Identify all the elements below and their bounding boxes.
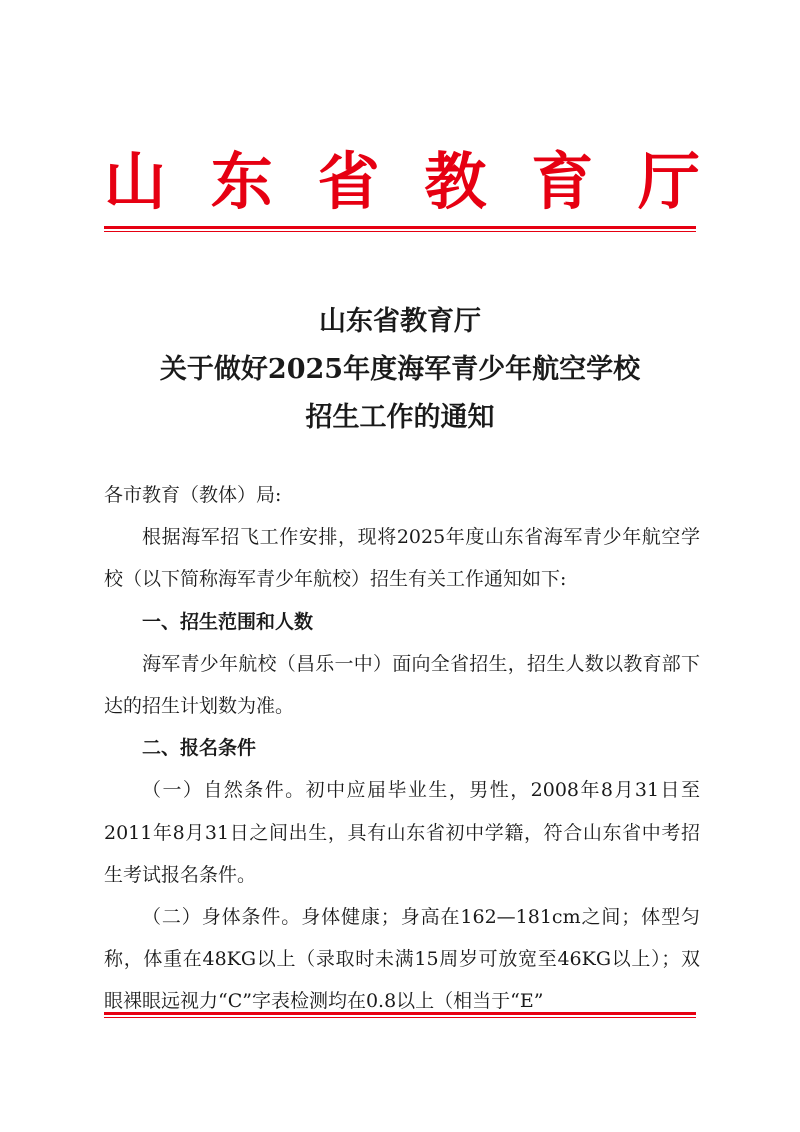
footer-rule-thin (104, 1017, 696, 1018)
section-paragraph-1: 海军青少年航校（昌乐一中）面向全省招生，招生人数以教育部下达的招生计划数为准。 (104, 652, 700, 718)
masthead-char: 省 (317, 145, 380, 218)
condition-item-1: （一）自然条件。初中应届毕业生，男性，2008年8月31日至2011年8月31日之间出生，具有山东省初中学籍，符合山东省中考招生考试报名条件。 (104, 779, 700, 886)
intro-paragraph: 根据海军招飞工作安排，现将2025年度山东省海军青少年航空学校（以下简称海军青少年航校）招生有关工作通知如下: (104, 526, 700, 591)
masthead-char: 东 (210, 145, 273, 218)
section-heading-1: 一、招生范围和人数 (142, 610, 314, 633)
footer-rule-thick (104, 1012, 696, 1015)
header-rule (104, 226, 696, 232)
title-line-3: 招生工作的通知 (305, 402, 495, 433)
document-body (104, 474, 700, 1023)
masthead-char: 教 (424, 145, 487, 218)
masthead-char: 育 (531, 145, 594, 218)
salutation: 各市教育（教体）局: (104, 484, 282, 506)
condition-item-2: （二）身体条件。身体健康；身高在162—181cm之间；体型匀称，体重在48KG以上（录取时未满15周岁可放宽至46KG以上）；双眼裸眼远视力“C”字表检测均在0.8以上（相当于“E” (104, 906, 700, 1013)
header-rule-thin (104, 231, 696, 232)
section-heading-2: 二、报名条件 (142, 737, 257, 760)
footer-rule (104, 1012, 696, 1018)
title-line-2: 关于做好2025年度海军青少年航空学校 (159, 354, 641, 385)
document-title (0, 298, 800, 442)
title-line-1: 山东省教育厅 (319, 306, 481, 337)
header-rule-thick (104, 226, 696, 229)
masthead-char: 山 (104, 145, 167, 218)
masthead-title (104, 142, 700, 222)
masthead-char: 厅 (637, 145, 700, 218)
